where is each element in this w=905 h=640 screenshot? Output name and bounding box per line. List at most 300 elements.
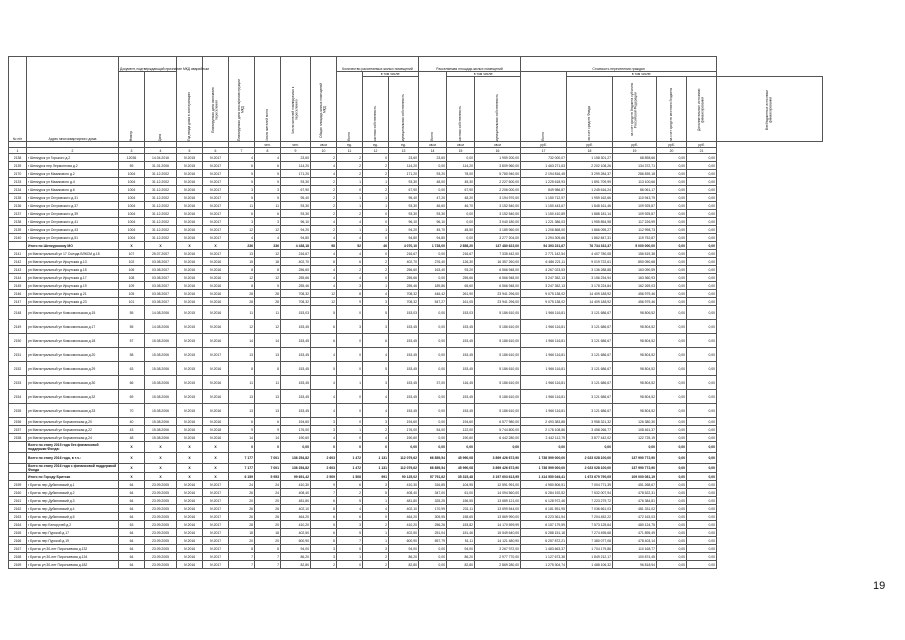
column-number: 18 [567,148,613,154]
cell-s: 410,20 [389,521,419,529]
cell-y: IV.2016 [177,202,203,210]
cell-y: IV.2016 [177,481,203,489]
cell-ar: 0,00 [281,442,311,453]
cell-t: 3 194 970,00 [475,194,521,202]
cell-p: IV.2016 [203,362,229,376]
cell-t: 6 566 948,00 [475,282,521,290]
cell-rg: 1 891 709,99 [567,178,613,186]
cell-p: IV.2017 [203,545,229,553]
cell-s: 256,60 [389,266,419,274]
cell-no: 1004 [119,186,145,194]
cell-no: 64 [119,545,145,553]
cell-cp: 0 [337,434,363,442]
table-row [9,545,823,553]
cell-sp: 48,00 [419,178,447,186]
cell-cp: 2 [337,210,363,218]
cell-l: 98 804,52 [613,362,657,376]
cell-p: IV.2017 [203,154,229,162]
table-row [9,481,823,489]
cell-cm: 3 [363,418,389,426]
cell-sp: 46,60 [419,202,447,210]
cell-t: 5 186 610,00 [475,320,521,334]
col-area-header: Общая площадь жилых помещений МКД [311,57,337,142]
cell-sp: 45,70 [419,226,447,234]
cell-sm: 45,30 [447,178,475,186]
cell-cp: 1 472 [337,464,363,473]
cell-n: 2150 [9,334,27,348]
cell-a: рп Магистральный ул Комсомольская д.33 [27,404,119,418]
cell-y: IV.2016 [177,178,203,186]
cell-n: 2143 [9,266,27,274]
cell-e1: 0,00 [657,186,687,194]
unit-cell: руб. [567,142,613,148]
column-number: 19 [613,148,657,154]
cell-rg: 1 849 212,17 [567,553,613,561]
cell-s: 171,20 [389,170,419,178]
table-row [9,505,823,513]
cell-no: 64 [119,513,145,521]
cell-e2: 0,00 [687,218,717,226]
cell-d: 03.08.2007 [145,266,177,274]
cell-p: IV.2017 [203,226,229,234]
cell-cm: 5 [363,362,389,376]
table-body [9,154,823,569]
cell-cp: 5 [337,497,363,505]
cell-cm: 4 [363,434,389,442]
cell-a: г Шенкурск ул Островского д.31 [27,194,119,202]
table-row [9,154,823,162]
cell-rg: 1 848 161,46 [567,202,613,210]
cell-e1: 0,00 [657,194,687,202]
cell-rg: 1 862 847,31 [567,234,613,242]
cell-ar: 153,45 [281,320,311,334]
table-row [9,334,823,348]
cell-s: 600,90 [389,537,419,545]
cell-a: г Бритск ул 30-лет Пирогьевова д.182 [27,561,119,569]
cell-sm: 48,20 [447,194,475,202]
cell-sm: 45 990,08 [447,453,475,464]
subtotal-row [9,473,823,481]
table-row [9,376,823,390]
cell-ar: 408,40 [281,489,311,497]
cell-f: 1 150 712,97 [521,194,567,202]
cell-e1: 0,00 [657,348,687,362]
cell-n [9,453,27,464]
cell-rp: 5 [255,178,281,186]
cell-ar: 114,20 [281,162,311,170]
cell-a: г Шенкурск ул Мазикового д.4 [27,178,119,186]
table-row [9,529,823,537]
cell-t: 5 186 610,00 [475,390,521,404]
cell-rg: 3 136 288,88 [567,266,613,274]
table-row [9,298,823,306]
cell-sm: 46,70 [447,202,475,210]
cell-ar: 176,00 [281,426,311,434]
cell-t: 3 809 960,00 [475,162,521,170]
cell-l: 456 979,46 [613,298,657,306]
cell-cp: 0 [337,306,363,320]
cell-a: рп Магистральный ул Комсомольская д.17 [27,320,119,334]
cell-cp: 3 [337,282,363,290]
cell-f: 6 128 972,46 [521,497,567,505]
cell-a: рп Магистральный ул Иркутская д.21 [27,290,119,298]
cell-n: 2140 [9,234,27,242]
cell-cp: 6 [337,481,363,489]
cell-y: IV.2016 [177,234,203,242]
cell-e1: 0,00 [657,418,687,426]
cell-cp: 2 [337,154,363,162]
table-row [9,306,823,320]
cell-n [9,242,27,250]
cell-f: 1 966 116,81 [521,404,567,418]
cell-s: 86,20 [389,553,419,561]
cell-t: 5 780 940,00 [475,170,521,178]
cell-a: рп Магистральный ул Комсомольская д.15 [27,306,119,320]
cell-a: рп Магистральный ул Корчагинская д.22 [27,426,119,434]
cell-c: 6 [311,320,337,334]
cell-ar: 256,60 [281,266,311,274]
cell-rg: 3 121 686,67 [567,362,613,376]
cell-cp: 1 472 [337,453,363,464]
cell-c: 4 [311,390,337,404]
cell-e1: 0,00 [657,274,687,282]
cell-sm: 116,45 [447,376,475,390]
cell-ar: 94,00 [281,545,311,553]
cell-no: 40 [119,418,145,426]
cell-sp: 0,00 [419,418,447,426]
cell-sm: 0,00 [447,210,475,218]
cell-c: 4 [311,162,337,170]
table-row [9,202,823,210]
cell-sp: 0,00 [419,334,447,348]
cell-e2: 0,00 [687,210,717,218]
cell-l: 109 925,87 [613,210,657,218]
cell-l: 137 990 772,90 [613,464,657,473]
cell-no: 1004 [119,234,145,242]
cell-n: 2157 [9,426,27,434]
cell-t: 6 577 980,00 [475,418,521,426]
cell-s: 0,00 [389,442,419,453]
cell-sm: 114,20 [447,162,475,170]
unit-cell: кв.м [419,142,447,148]
cell-r: 18 [229,529,255,537]
cell-p: X [203,242,229,250]
cell-no: 64 [119,537,145,545]
cell-sp: 0,00 [419,306,447,320]
cell-e1: 0,00 [657,376,687,390]
cell-e1: 0,00 [657,553,687,561]
cell-a: рп Магистральный ул Комсомольская д.18 [27,334,119,348]
cell-l: 68 898,66 [613,154,657,162]
cell-a: рп Магистральный ул Корчагинская д.24 [27,434,119,442]
cell-s: 93,30 [389,210,419,218]
cell-a: рп Магистральный ул Корчагинская д.20 [27,418,119,426]
cell-cm: 0 [363,154,389,162]
cell-no: 1004 [119,210,145,218]
cell-sm: 0,00 [447,234,475,242]
cell-s: 194,60 [389,418,419,426]
cell-d: 23.09.2005 [145,481,177,489]
cell-d: 31.12.2002 [145,202,177,210]
cell-r: 3 [229,186,255,194]
cell-cp: 0 [337,186,363,194]
cell-rp: 11 [255,306,281,320]
cell-t: 3 185 960,00 [475,226,521,234]
cell-e1: 0,00 [657,258,687,266]
unit-cell: руб. [687,142,717,148]
cell-sm: 255,66 [447,274,475,282]
cell-sp: 66 859,54 [419,453,447,464]
cell-no: X [119,473,145,481]
cell-cm: 5 [363,306,389,320]
cell-c: 5 [311,306,337,320]
cell-rg: 2 023 028 100,00 [567,464,613,473]
cell-rp: 5 [255,170,281,178]
cell-p: IV.2018 [203,426,229,434]
cell-p: IV.2017 [203,513,229,521]
cell-a: рп Магистральный ул Комсомольская д.29 [27,362,119,376]
col-n-header: № п/п [9,57,27,142]
cell-cp: 0 [337,545,363,553]
cell-r: 4 [229,154,255,162]
cell-l: 86 061,17 [613,186,657,194]
cell-sp: 557,79 [419,537,447,545]
subtotal-row [9,464,823,473]
cell-rp: 11 [255,202,281,210]
cell-c: 2 [311,202,337,210]
cell-d: 03.08.2007 [145,290,177,298]
cell-a: г Шенкурск ул Горького д.2 [27,154,119,162]
cell-sp: 0,00 [419,186,447,194]
cell-l: 98 806,52 [613,306,657,320]
cell-n: 2135 [9,194,27,202]
cell-d: 15.08.2006 [145,376,177,390]
cell-y: IV.2016 [177,258,203,266]
cell-e1: 0,00 [657,226,687,234]
cell-y: IV.2016 [177,489,203,497]
table-row [9,320,823,334]
cell-cp: 1 [337,426,363,434]
cell-n: 2144 [9,274,27,282]
cell-s: 216,67 [389,250,419,258]
cell-y: IV.2016 [177,250,203,258]
cell-no: 64 [119,497,145,505]
cell-rp: 12 [255,250,281,258]
cell-d: 23.09.2005 [145,489,177,497]
cell-l: 478 522,31 [613,489,657,497]
cell-rp: 14 [255,334,281,348]
cell-d: 23.09.2005 [145,513,177,521]
cell-p: IV.2017 [203,194,229,202]
cell-no: X [119,453,145,464]
cell-r: 13 [229,404,255,418]
cell-p: IV.2017 [203,210,229,218]
cell-rg: 3 178 224,84 [567,282,613,290]
cell-c: 7 [311,489,337,497]
cell-t: 3 267 972,00 [475,545,521,553]
cell-cp: 2 [337,489,363,497]
cell-cm: 1 [363,194,389,202]
cell-rg: 1 955 854,98 [567,218,613,226]
cell-cm: 0 [363,210,389,218]
cell-p: IV.2016 [203,390,229,404]
cell-cm: 2 [363,162,389,170]
cell-r: 236 [229,242,255,250]
cell-c: 2 509 [311,473,337,481]
cell-r: 14 [229,434,255,442]
cell-s: 94,20 [389,226,419,234]
cell-sm: 194,60 [447,418,475,426]
cell-f: 9 075 138,02 [521,290,567,298]
cell-cm: 4 [363,390,389,404]
cell-s: 708,32 [389,298,419,306]
cell-cp: 2 [337,266,363,274]
cell-y: IV.2015 [177,362,203,376]
cell-e2: 0,00 [687,489,717,497]
cell-d: X [145,453,177,464]
cell-sm: 122,00 [447,426,475,434]
cell-f: 2 771 142,54 [521,250,567,258]
cell-t: 23 941 296,00 [475,290,521,298]
cell-e1: 0,00 [657,162,687,170]
cell-r: 6 [229,210,255,218]
cell-t: 3 899 426 672,90 [475,453,521,464]
cell-cp: 0 [337,442,363,453]
cell-s: 112 079,62 [389,464,419,473]
cell-e1: 0,00 [657,513,687,521]
cell-r: 5 [229,170,255,178]
cell-r: 12 [229,274,255,282]
cell-e1: 0,00 [657,529,687,537]
cell-d: 15.08.2006 [145,348,177,362]
cell-no: 64 [119,481,145,489]
cell-cp: 0 [337,362,363,376]
cell-t: 0,00 [475,442,521,453]
cell-sp: 0,00 [419,553,447,561]
cell-ar: 4 438,18 [281,242,311,250]
table-row [9,170,823,178]
count-group-header: Количество расселяемых жилых помещений [337,57,419,72]
cell-f: 1 150 410,89 [521,210,567,218]
cell-no: X [119,464,145,473]
cell-sp: 47,20 [419,194,447,202]
cell-no: 1004 [119,218,145,226]
unit-cell: чел. [281,142,311,148]
cell-cp: 8 [337,290,363,298]
cell-p: IV.2017 [203,178,229,186]
cell-rg: 1 704 179,86 [567,545,613,553]
cell-rp: 18 [255,258,281,266]
cell-d: 23.09.2005 [145,537,177,545]
cell-f: 3 247 352,13 [521,282,567,290]
cell-sm: 2 858,20 [447,242,475,250]
cell-a: г Бритск пер Дубиновский д.5 [27,513,119,521]
cell-sm: 153,45 [447,334,475,348]
col-residents-plan-header: Число жителей планируемых к переселению [281,57,311,142]
cell-cm: 1 [363,202,389,210]
cell-n: 2156 [9,418,27,426]
cell-y: IV.2016 [177,274,203,282]
unit-cell: ед. [389,142,419,148]
cell-e2: 0,00 [687,442,717,453]
cell-rp: 18 [255,529,281,537]
cell-s: 112 079,62 [389,453,419,464]
cell-sm: 45 990,08 [447,464,475,473]
cell-f: 9 075 138,02 [521,298,567,306]
cell-rg: 3 156 234,94 [567,274,613,282]
cell-e2: 0,00 [687,513,717,521]
cell-f: 1 966 116,81 [521,362,567,376]
cell-sm: 93,20 [447,266,475,274]
cell-rg: 1 158 301,27 [567,154,613,162]
cell-s: 481,80 [389,497,419,505]
cell-y: IV.2016 [177,210,203,218]
cell-y: IV.2016 [177,561,203,569]
cell-no: 48 [119,434,145,442]
cell-y: IV.2016 [177,426,203,434]
unit-cell: руб. [657,142,687,148]
cell-sm: 231,11 [447,505,475,513]
cell-no: 64 [119,489,145,497]
cell-f: 6 223 361,54 [521,513,567,521]
cell-e1: 0,00 [657,306,687,320]
cell-f: 2 194 816,45 [521,170,567,178]
cell-sm: 153,82 [447,521,475,529]
cell-ar: 255,46 [281,282,311,290]
cell-cm: 4 [363,290,389,298]
col-regional-header: за счет средств бюджета субъекта Российской Федерации [613,77,657,142]
cell-e2: 0,00 [687,426,717,434]
col-area-private-header: частная собственность [447,77,475,142]
cell-cm: 2 [363,186,389,194]
cell-no: 64 [119,561,145,569]
cell-ar: 96,10 [281,218,311,226]
cell-e2: 0,00 [687,553,717,561]
cell-c: 4 [311,348,337,362]
cell-l: 5 000 000,00 [613,242,657,250]
cell-e2: 0,00 [687,194,717,202]
cell-p: IV.2017 [203,561,229,569]
cell-l: 471 895,49 [613,529,657,537]
column-number: 9 [281,148,311,154]
cell-l: 476 384,81 [613,497,657,505]
cell-rp: 12 [255,274,281,282]
column-number: 4 [145,148,177,154]
column-number: 5 [177,148,203,154]
cell-a: рп Магистральный ул Комсомольская д.32 [27,390,119,404]
table-header [9,57,823,154]
cell-l: 109 000 081,19 [613,473,657,481]
cell-cp: 0 [337,390,363,404]
cell-l: 122 725,19 [613,434,657,442]
cell-s: 402,70 [389,258,419,266]
cell-l: 137 990 772,90 [613,453,657,464]
cell-sm: 216,67 [447,250,475,258]
cell-sp: 305,55 [419,513,447,521]
cell-r: 28 [229,298,255,306]
cell-e1: 0,00 [657,404,687,418]
cell-sp: 316,85 [419,481,447,489]
cell-c: 8 [311,505,337,513]
cell-t: 3 040 180,00 [475,218,521,226]
cell-ar: 95,40 [281,194,311,202]
cell-n: 2138 [9,218,27,226]
cell-a: Итого по Шенкурскому МО [27,242,119,250]
cell-cm: 1 [363,282,389,290]
cell-c: 5 [311,521,337,529]
cell-s: 153,45 [389,404,419,418]
cell-n [9,473,27,481]
